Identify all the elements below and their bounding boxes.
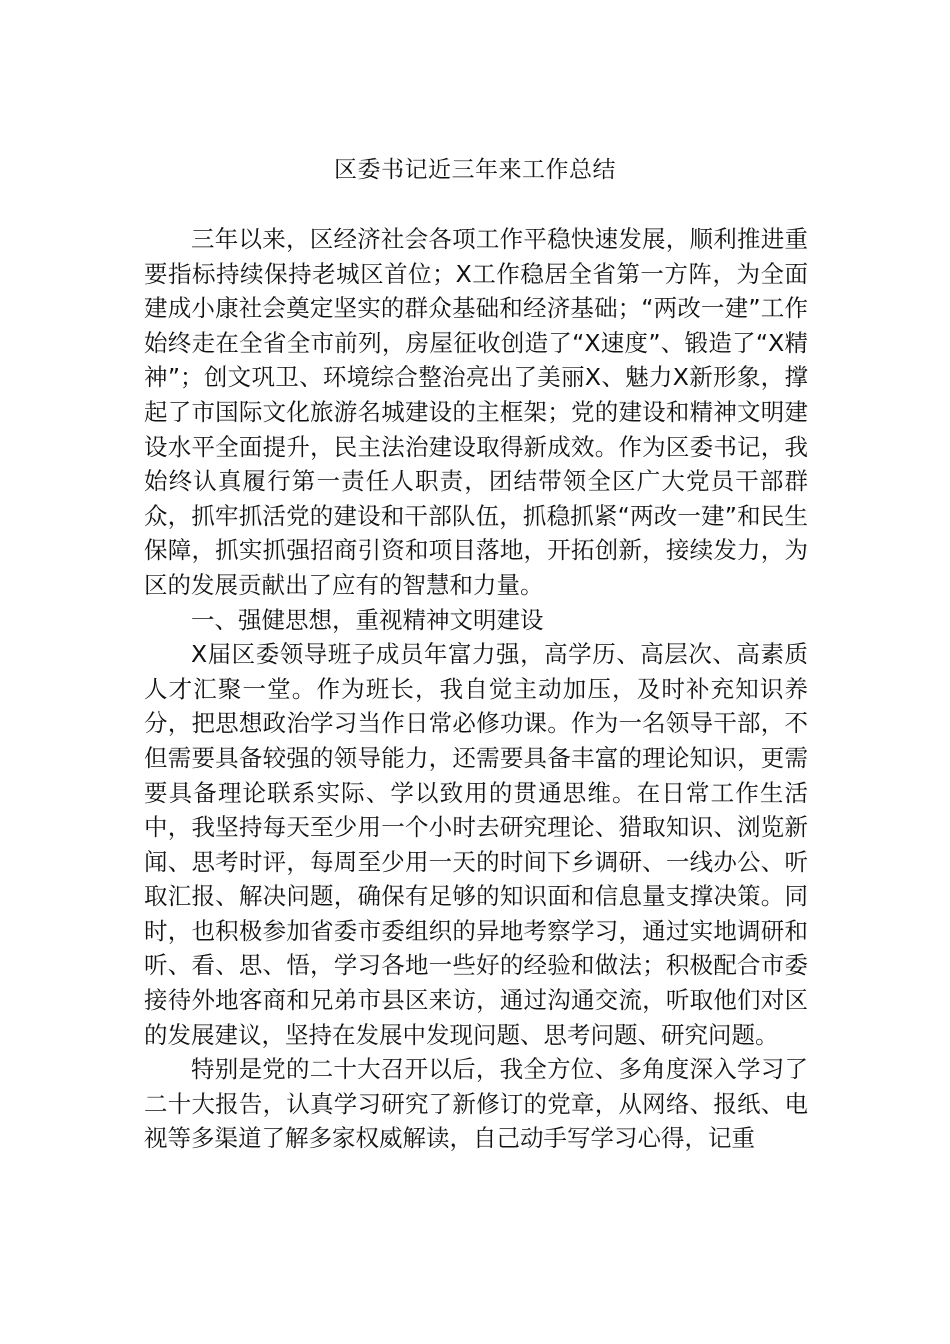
document-title: 区委书记近三年来工作总结 <box>334 157 616 183</box>
body-paragraph: X届区委领导班子成员年富力强，高学历、高层次、高素质人才汇聚一堂。作为班长，我自觉主动加压，及时补充知识养分，把思想政治学习当作日常必修功课。作为一名领导干部，不但需要具备较强的领导能力，还需要具备丰富的理论知识，更需要具备理论联系实际、学以致用的贯通思维。在日常工作生活中，我坚持每天至少用一个小时去研究理论、猎取知识、浏览新闻、思考时评，每周至少用一天的时间下乡调研、一线办公、听取汇报、解决问题，确保有足够的知识面和信息量支撑决策。同时，也积极参加省委市委组织的异地考察学习，通过实地调研和听、看、思、悟，学习各地一些好的经验和做法；积极配合市委接待外地客商和兄弟市县区来访，通过沟通交流，听取他们对区的发展建议，坚持在发展中发现问题、思考问题、研究问题。 <box>144 640 808 1049</box>
document-body <box>144 222 808 1156</box>
section-heading: 一、强健思想，重视精神文明建设 <box>191 605 544 634</box>
body-paragraph: 特别是党的二十大召开以后，我全方位、多角度深入学习了二十大报告，认真学习研究了新修订的党章，从网络、报纸、电视等多渠道了解多家权威解读，自己动手写学习心得，记重 <box>144 1055 808 1153</box>
intro-paragraph: 三年以来，区经济社会各项工作平稳快速发展，顺利推进重要指标持续保持老城区首位；X工作稳居全省第一方阵，为全面建成小康社会奠定坚实的群众基础和经济基础；“两改一建”工作始终走在全省全市前列，房屋征收创造了“X速度”、锻造了“X精神”；创文巩卫、环境综合整治亮出了美丽X、魅力X新形象，撑起了市国际文化旅游名城建设的主框架；党的建设和精神文明建设水平全面提升，民主法治建设取得新成效。作为区委书记，我始终认真履行第一责任人职责，团结带领全区广大党员干部群众，抓牢抓活党的建设和干部队伍，抓稳抓紧“两改一建”和民生保障，抓实抓强招商引资和项目落地，开拓创新，接续发力，为区的发展贡献出了应有的智慧和力量。 <box>144 225 808 599</box>
